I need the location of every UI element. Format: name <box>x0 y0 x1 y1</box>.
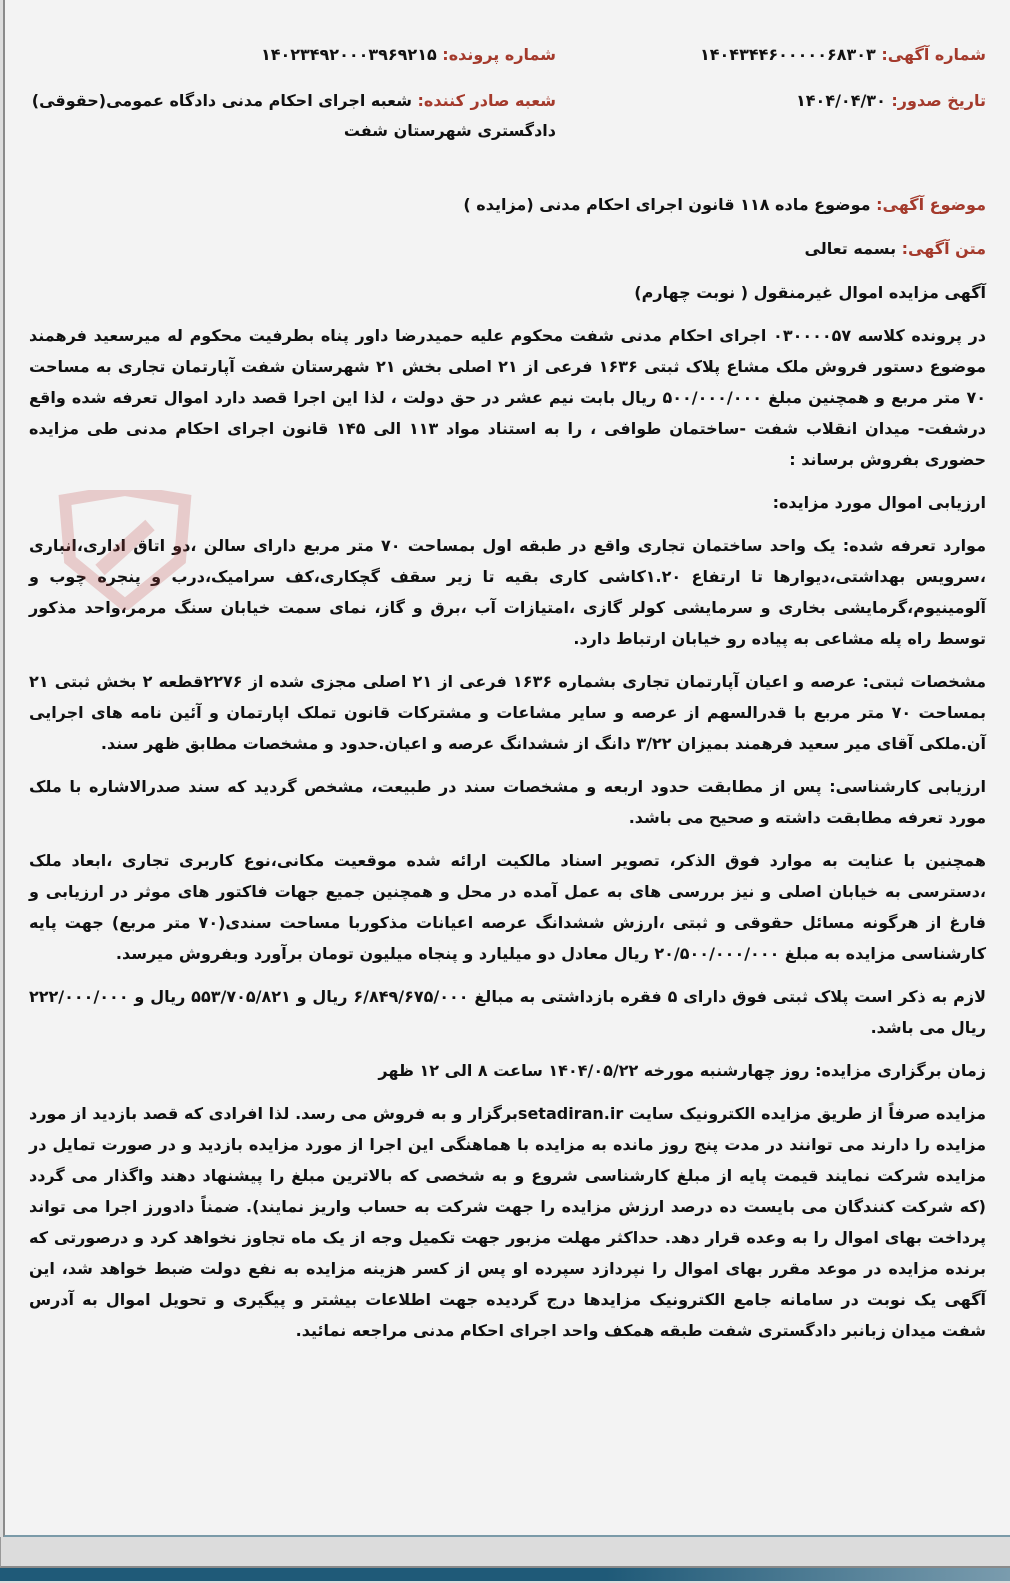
auction-time: زمان برگزاری مزایده: روز چهارشنبه مورخه ۱۴۰۴/۰۵/۲۲ ساعت ۸ الی ۱۲ ظهر <box>378 1061 986 1080</box>
paragraph-case: در پرونده کلاسه ۰۳۰۰۰۰۵۷ اجرای احکام مدنی شفت محکوم علیه حمیدرضا داور پناه بطرفیت محکوم له میرسعید فرهمند موضوع دستور فروش ملک مشاع پلاک ثبتی ۱۶۳۶ فرعی از ۲۱ اصلی بخش ۲۱ شهرستان شفت آپارتمان تجاری به مساحت ۷۰ متر مربع و همچنین مبلغ ۵۰۰/۰۰۰/۰۰۰ ریال بابت نیم عشر در حق دولت ، لذا این اجرا قصد دارد اموال تعرفه شده واقع درشفت- میدان انقلاب شفت -ساختمان طوافی ، را به استناد مواد ۱۱۳ الی ۱۴۵ قانون اجرای احکام مدنی طی مزایده حضوری بفروش برساند : <box>29 326 987 469</box>
paragraph-registration: مشخصات ثبتی: عرصه و اعیان آپارتمان تجاری بشماره ۱۶۳۶ فرعی از ۲۱ اصلی مجزی شده از ۲۲۷۶قطعه ۲ بخش ثبتی ۲۱ بمساحت ۷۰ متر مربع با قدرالسهم از عرصه و سایر مشاعات و مشترکات قانون تملک اپارتمان و آئین نامه های اجرایی آن.ملکی آقای میر سعید فرهمند بمیزان ۳/۲۲ دانگ از ششدانگ عرصه و اعیان.حدود و مشخصات مطابق ظهر سند. <box>29 672 987 753</box>
case-number-label: شماره پرونده: <box>442 45 556 64</box>
paragraph-seizures: لازم به ذکر است پلاک ثبتی فوق دارای ۵ فقره بازداشتی به مبالغ ۶/۸۴۹/۶۷۵/۰۰۰ ریال و ۵۵۳/۷۰۵/۸۲۱ ریال و ۲۲۲/۰۰۰/۰۰۰ ریال می باشد. <box>29 987 987 1037</box>
subject-label: موضوع آگهی: <box>876 195 986 214</box>
text-intro: بسمه تعالی <box>804 239 897 258</box>
appraisal-heading: ارزیابی اموال مورد مزایده: <box>772 493 986 512</box>
paragraph-terms: مزایده صرفاً از طریق مزایده الکترونیک سایت setadiran.irبرگزار و به فروش می رسد. لذا افرادی که قصد بازدید از مورد مزایده را دارند می توانند در مدت پنج روز مانده به مزایده با هماهنگی این اجرا از مورد مزایده بازدید و در صورت تمایل در مزایده شرکت نمایند قیمت پایه از مبلغ کارشناسی شروع و به شخصی که بالاترین مبلغ را پیشنهاد دهند واگذار می گردد (که شرکت کنندگان می بایست ده درصد ارزش مزایده را جهت شرکت به حساب واریز نمایند). ضمناً دادورز اجرا می تواند پرداخت بهای اموال را به وعده قرار دهد. حداکثر مهلت مزبور جهت تکمیل وجه از یک ماه تجاوز نخواهد کرد و درصورتی که برنده مزایده در موعد مقرر بهای اموال را نپردازد سپرده او پس از کسر هزینه مزایده به نفع دولت ضبط خواهد شد، این آگهی یک نوبت در سامانه جامع الکترونیک مزایدها درج گردیده جهت اطلاعات بیشتر و پیگیری و تحویل اموال به آدرس شفت میدان زبانبر دادگستری شفت طبقه همکف واحد اجرای احکام مدنی مراجعه نمائید. <box>29 1104 987 1340</box>
taskbar <box>0 1568 1010 1581</box>
paragraph-items: موارد تعرفه شده: یک واحد ساختمان تجاری واقع در طبقه اول بمساحت ۷۰ متر مربع دارای سالن ،دو اتاق اداری،انباری ،سرویس بهداشتی،دیوارها تا ارتفاع ۱.۲۰کاشی کاری بقیه تا زیر سقف گچکاری،کف سرامیک،درب و پنجره چوب و آلومینیوم،گرمایشی بخاری و سرمایشی کولر گازی ،امتیازات آب ،برق و گاز، نمای سمت خیابان سنگ مرمر،واحد مذکور توسط راه پله مشاعی به پیاده رو خیابان ارتباط دارد. <box>29 536 986 648</box>
document-panel <box>3 0 1010 1537</box>
ad-number-label: شماره آگهی: <box>881 45 986 64</box>
text-label: متن آگهی: <box>901 239 986 258</box>
issue-date-label: تاریخ صدور: <box>891 91 986 110</box>
issuer-line2: شهرستان شفت <box>343 121 472 140</box>
issuer-line1: شعبه اجرای احکام مدنی دادگاه عمومی(حقوقی) دادگستری <box>31 91 556 140</box>
paragraph-valuation: همچنین با عنایت به موارد فوق الذکر، تصویر اسناد مالکیت ارائه شده موقعیت مکانی،نوع کاربری تجاری ،ابعاد ملک ،دسترسی به خیابان اصلی و نیز بررسی های به عمل آمده در محل و همچنین جمیع جهات فاکتور های موثر در ارزیابی و فارغ از هرگونه مسائل حقوقی و ثبتی ،ارزش ششدانگ عرصه اعیانات مذکوربا مساحت سندی(۷۰ متر مربع) جهت پایه کارشناسی مزایده به مبلغ ۲۰/۵۰۰/۰۰۰/۰۰۰ ریال معادل دو میلیارد و پنجاه میلیون تومان برآورد وبفروش میرسد. <box>29 851 986 963</box>
ad-number <box>586 40 986 70</box>
header-meta <box>29 40 986 146</box>
subject-value: موضوع ماده ۱۱۸ قانون اجرای احکام مدنی (مزایده ) <box>463 195 871 214</box>
issue-date-value: ۱۴۰۴/۰۴/۳۰ <box>796 91 886 110</box>
status-band <box>0 1537 1010 1568</box>
issuer-label: شعبه صادر کننده: <box>417 91 556 110</box>
issuer <box>29 86 556 146</box>
notice-title: آگهی مزایده اموال غیرمنقول ( نوبت چهارم) <box>634 283 986 302</box>
case-number-value: ۱۴۰۲۳۴۹۲۰۰۰۳۹۶۹۲۱۵ <box>260 45 437 64</box>
ad-number-value: ۱۴۰۴۳۴۴۶۰۰۰۰۰۶۸۳۰۳ <box>700 45 876 64</box>
case-number <box>29 40 556 70</box>
ad-subject <box>29 190 986 220</box>
paragraph-expert-review: ارزیابی کارشناسی: پس از مطابقت حدود اربعه و مشخصات سند در طبیعت، مشخص گردید که سند صدرالاشاره با ملک مورد تعرفه مطابقت داشته و صحیح می باشد. <box>29 777 986 827</box>
ad-text-intro <box>29 234 986 264</box>
issue-date <box>586 86 986 146</box>
